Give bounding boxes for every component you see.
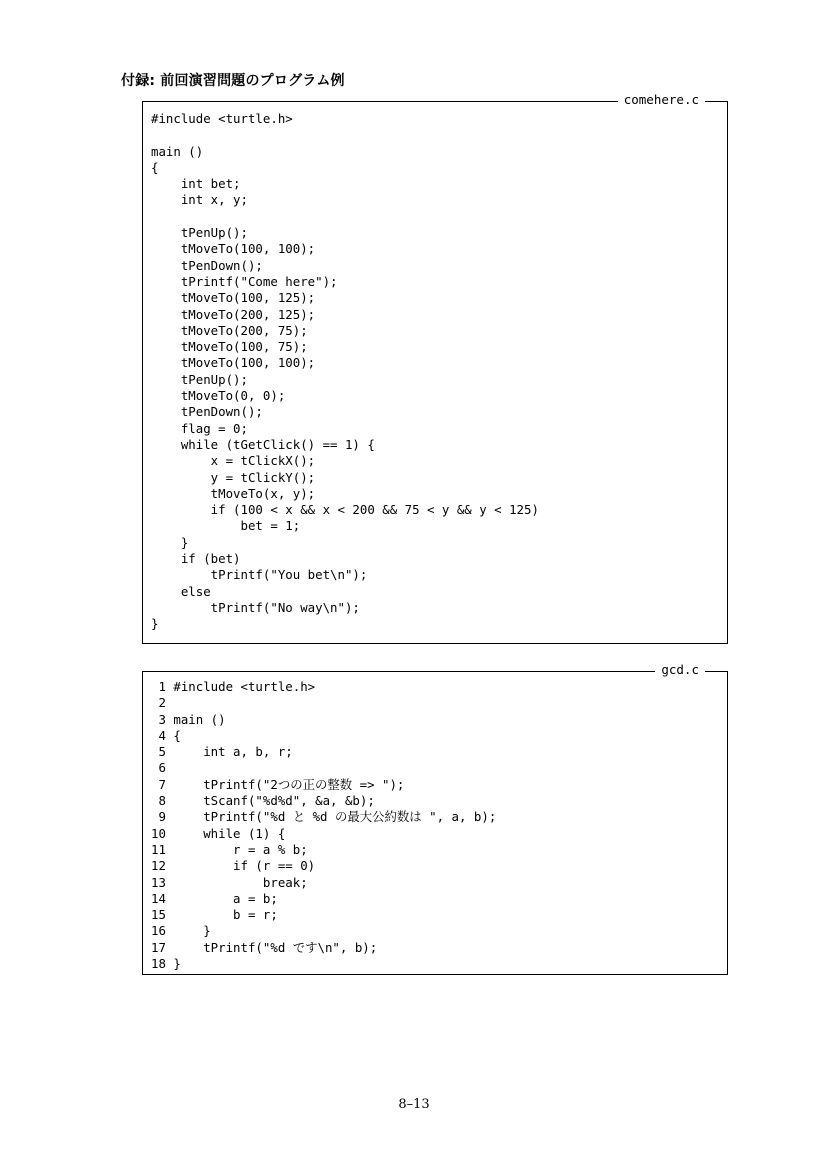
code-listing-comehere [142, 92, 728, 644]
listing-filename: gcd.c [655, 662, 705, 678]
listing-code: 1 #include <turtle.h> 2 3 main () 4 { 5 int a, b, r; 6 7 tPrintf("2つの正の整数 => "); 8 tScanf("%d%d", &a, &b); 9 tPrintf("%d と %d の最大公約数は ", a, b); 10 while (1) { 11 r = a % b; 12 if (r == 0) 13 break; 14 a = b; 15 b = r; 16 } 17 tPrintf("%d です\n", b); 18 } [151, 679, 497, 972]
page-number: 8–13 [398, 1097, 430, 1112]
listing-filename: comehere.c [618, 92, 705, 108]
listing-top-rule [142, 671, 728, 672]
listing-code: #include <turtle.h> main () { int bet; int x, y; tPenUp(); tMoveTo(100, 100); tPenDown(); tPrintf("Come here"); tMoveTo(100, 125); tMoveTo(200, 125); tMoveTo(200, 75); tMoveTo(100, 75); tMoveTo(100, 100); tPenUp(); tMoveTo(0, 0); tPenDown(); flag = 0; while (tGetClick() == 1) { x = tClickX(); y = tClickY(); tMoveTo(x, y); if (100 < x && x < 200 && 75 < y && y < 125) bet = 1; } if (bet) tPrintf("You bet\n"); else tPrintf("No way\n"); } [151, 111, 539, 632]
code-listing-gcd [142, 662, 728, 975]
page-heading: 付録: 前回演習問題のプログラム例 [121, 73, 345, 89]
